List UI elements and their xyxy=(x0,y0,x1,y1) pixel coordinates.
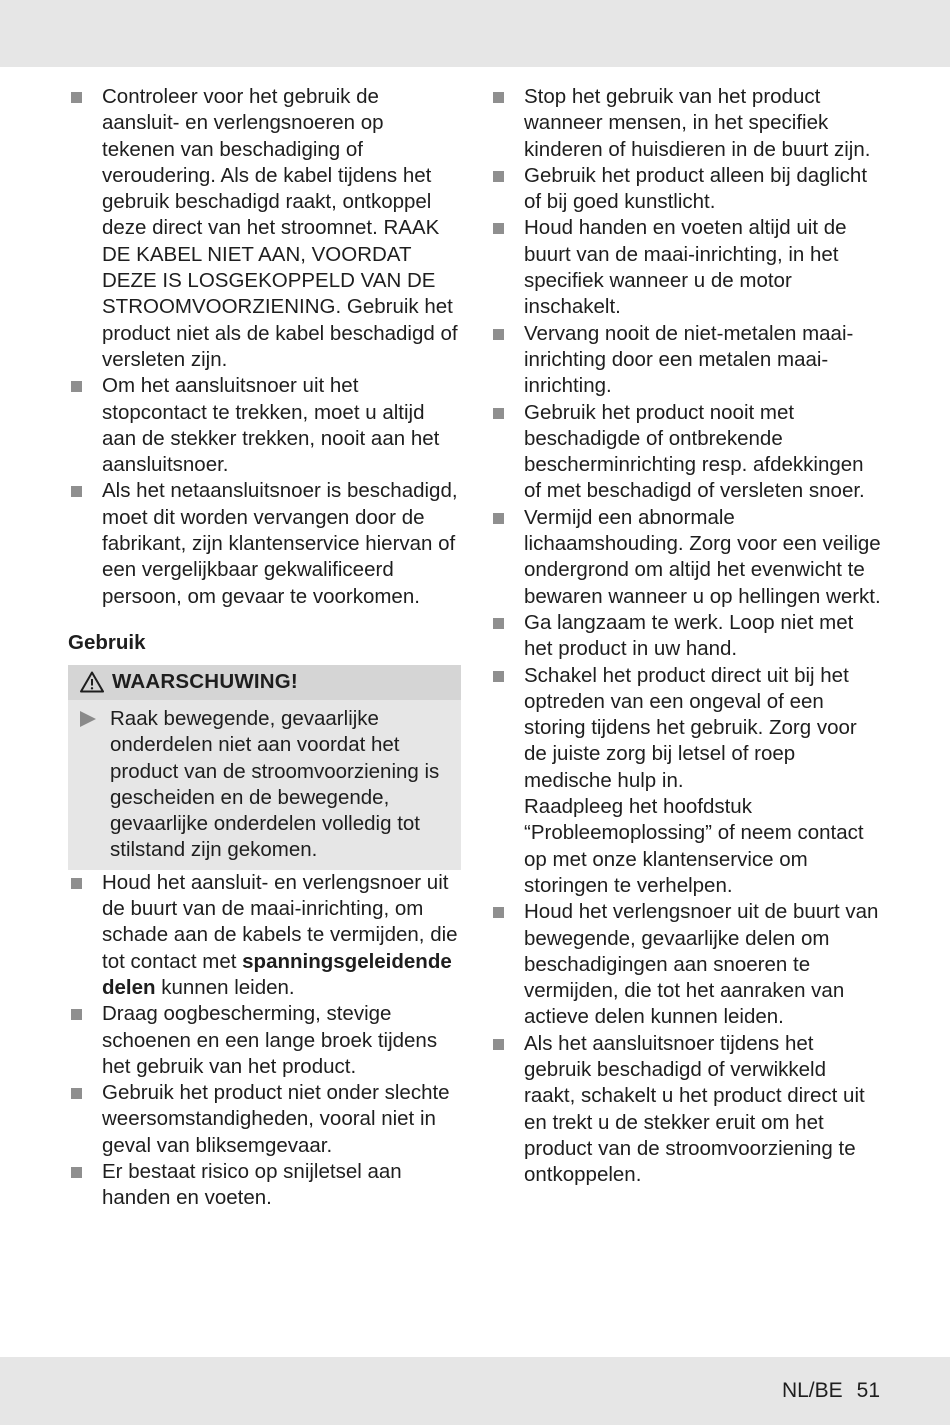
bullet-square-icon xyxy=(493,171,504,182)
list-item: Houd het aansluit- en verlengsnoer uit de buurt van de maai-inrichting, om schade aan de kabels te vermijden, die tot contact met spanningsgeleidende delen kunnen leiden. xyxy=(68,870,462,1001)
bullet-square-icon xyxy=(493,907,504,918)
list-item: Draag oogbescherming, stevige schoenen en een lange broek tijdens het gebruik van het product. xyxy=(68,1001,462,1080)
page-footer xyxy=(782,1376,880,1406)
list-item: Gebruik het product nooit met beschadigde of ontbrekende bescherminrichting resp. afdekkingen of met beschadigd of versleten snoer. xyxy=(490,400,882,505)
list-item: Als het aansluitsnoer tijdens het gebruik beschadigd of verwikkeld raakt, schakelt u het product direct uit en trekt u de stekker eruit om het product van de stroomvoorziening te ontkoppelen. xyxy=(490,1031,882,1189)
list-item: Er bestaat risico op snijletsel aan handen en voeten. xyxy=(68,1159,462,1212)
bullet-square-icon xyxy=(493,513,504,524)
emphasis-text: spanningsgeleidende delen xyxy=(102,949,452,999)
list-item: Schakel het product direct uit bij het optreden van een ongeval of een storing tijdens het gebruik. Zorg voor de juiste zorg bij letsel of roep medische hulp in. Raadpleeg het hoofdstuk “Probleemoplossing” of neem contact op met onze klantenservice om storingen te verhelpen. xyxy=(490,663,882,900)
bullet-list-top xyxy=(68,84,462,610)
bullet-square-icon xyxy=(493,1039,504,1050)
left-column xyxy=(68,84,462,1212)
list-item: Gebruik het product alleen bij daglicht of bij goed kunstlicht. xyxy=(490,163,882,216)
list-item: Vermijd een abnormale lichaamshouding. Zorg voor een veilige ondergrond om altijd het evenwicht te bewaren wanneer u op hellingen werkt. xyxy=(490,505,882,610)
bullet-square-icon xyxy=(71,92,82,103)
bullet-square-icon xyxy=(71,1088,82,1099)
warning-triangle-icon xyxy=(80,671,104,693)
list-item: Gebruik het product niet onder slechte weersomstandigheden, vooral niet in geval van bliksemgevaar. xyxy=(68,1080,462,1159)
bullet-square-icon xyxy=(493,223,504,234)
warning-text: Raak bewegende, gevaarlijke onderdelen niet aan voordat het product van de stroomvoorziening is gescheiden en de bewegende, gevaarlijke onderdelen volledig tot stilstand zijn gekomen. xyxy=(110,706,440,862)
list-item: Controleer voor het gebruik de aansluit- en verlengsnoeren op tekenen van beschadiging of veroudering. Als de kabel tijdens het gebruik beschadigd raakt, ontkoppel deze direct van het stroomnet. RAAK DE KABEL NIET AAN, VOORDAT DEZE IS LOSGEKOPPELD VAN DE STROOMVOORZIENING. Gebruik het product niet als de kabel beschadigd of versleten zijn. xyxy=(68,84,462,373)
language-code: NL/BE xyxy=(781,1379,843,1402)
warning-body xyxy=(68,700,461,864)
page-number: 51 xyxy=(856,1379,880,1402)
list-item: Houd handen en voeten altijd uit de buurt van de maai-inrichting, in het specifiek wanneer u de motor inschakelt. xyxy=(490,215,882,320)
bullet-square-icon xyxy=(71,486,82,497)
section-heading: Gebruik xyxy=(68,630,146,654)
list-item: Als het netaansluitsnoer is beschadigd, moet dit worden vervangen door de fabrikant, zijn klantenservice hiervan of een vergelijkbaar gekwalificeerd persoon, om gevaar te voorkomen. xyxy=(68,478,462,609)
list-item: Stop het gebruik van het product wanneer mensen, in het specifiek kinderen of huisdieren in de buurt zijn. xyxy=(490,84,882,163)
bullet-list-right xyxy=(490,84,882,1188)
bullet-square-icon xyxy=(493,618,504,629)
bullet-square-icon xyxy=(71,1009,82,1020)
bullet-square-icon xyxy=(71,381,82,392)
list-item: Vervang nooit de niet-metalen maai-inrichting door een metalen maai-inrichting. xyxy=(490,321,882,400)
warning-header xyxy=(68,665,461,700)
bullet-list-bottom xyxy=(68,870,462,1212)
warning-box xyxy=(68,665,461,870)
list-item: Houd het verlengsnoer uit de buurt van bewegende, gevaarlijke delen om beschadigingen aan snoeren te vermijden, die tot het aanraken van actieve delen kunnen leiden. xyxy=(490,899,882,1030)
arrow-right-icon xyxy=(80,711,96,727)
right-column xyxy=(490,84,882,1188)
list-item: Om het aansluitsnoer uit het stopcontact te trekken, moet u altijd aan de stekker trekken, nooit aan het aansluitsnoer. xyxy=(68,373,462,478)
list-item: Ga langzaam te werk. Loop niet met het product in uw hand. xyxy=(490,610,882,663)
bullet-square-icon xyxy=(71,878,82,889)
bullet-square-icon xyxy=(493,329,504,340)
bullet-square-icon xyxy=(71,1167,82,1178)
warning-title: WAARSCHUWING! xyxy=(112,670,298,694)
bullet-square-icon xyxy=(493,408,504,419)
bullet-square-icon xyxy=(493,671,504,682)
header-band xyxy=(0,0,950,67)
bullet-square-icon xyxy=(493,92,504,103)
